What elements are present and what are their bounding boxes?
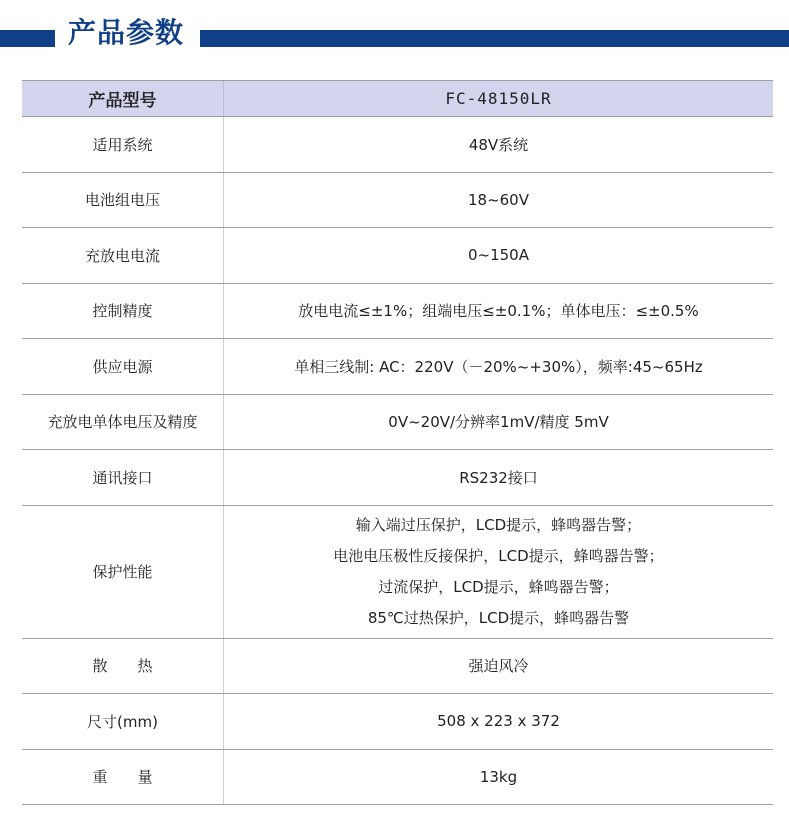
table-row <box>22 284 773 340</box>
row-value: 0V~20V/分辨率1mV/精度 5mV <box>388 413 609 432</box>
spec-table <box>22 80 773 805</box>
row-label: 散 热 <box>22 639 224 694</box>
row-label: 尺寸(mm) <box>22 694 224 749</box>
row-value: 18~60V <box>467 190 529 209</box>
row-value: 单相三线制: AC：220V（－20%~+30%），频率:45~65Hz <box>294 357 703 376</box>
protection-line: 电池电压极性反接保护，LCD提示，蜂鸣器告警； <box>333 546 664 565</box>
row-label: 电池组电压 <box>22 173 224 228</box>
header-value-model: FC-48150LR <box>445 89 552 108</box>
row-label: 重 量 <box>22 750 224 805</box>
row-label: 保护性能 <box>22 506 224 638</box>
header-label: 产品型号 <box>22 81 224 116</box>
row-label: 通讯接口 <box>22 450 224 505</box>
banner-bar-left <box>0 30 55 47</box>
row-label: 充放电电流 <box>22 228 224 283</box>
row-value: 508 x 223 x 372 <box>437 712 560 731</box>
table-row-protection <box>22 506 773 639</box>
row-value: 强迫风冷 <box>468 657 529 676</box>
row-value-multiline <box>224 506 773 638</box>
protection-line: 过流保护，LCD提示，蜂鸣器告警； <box>378 577 619 596</box>
banner-bar-right <box>200 30 789 47</box>
table-row <box>22 228 773 284</box>
table-row <box>22 639 773 695</box>
protection-line: 85℃过热保护，LCD提示，蜂鸣器告警 <box>367 608 630 627</box>
row-label: 控制精度 <box>22 284 224 339</box>
section-title: 产品参数 <box>68 16 185 49</box>
protection-line: 输入端过压保护，LCD提示，蜂鸣器告警； <box>355 515 642 534</box>
table-row <box>22 117 773 173</box>
row-label: 充放电单体电压及精度 <box>22 395 224 450</box>
table-row <box>22 173 773 229</box>
table-row <box>22 395 773 451</box>
row-value: 48V系统 <box>468 135 529 154</box>
table-row <box>22 339 773 395</box>
row-label: 适用系统 <box>22 117 224 172</box>
table-row <box>22 450 773 506</box>
table-header-row <box>22 80 773 117</box>
row-value: RS232接口 <box>459 468 538 487</box>
row-label: 供应电源 <box>22 339 224 394</box>
table-row <box>22 750 773 806</box>
row-value: 13kg <box>479 767 518 786</box>
table-row <box>22 694 773 750</box>
section-banner <box>0 16 789 50</box>
row-value: 0~150A <box>467 246 529 265</box>
row-value: 放电电流≤±1%；组端电压≤±0.1%；单体电压：≤±0.5% <box>298 302 699 321</box>
